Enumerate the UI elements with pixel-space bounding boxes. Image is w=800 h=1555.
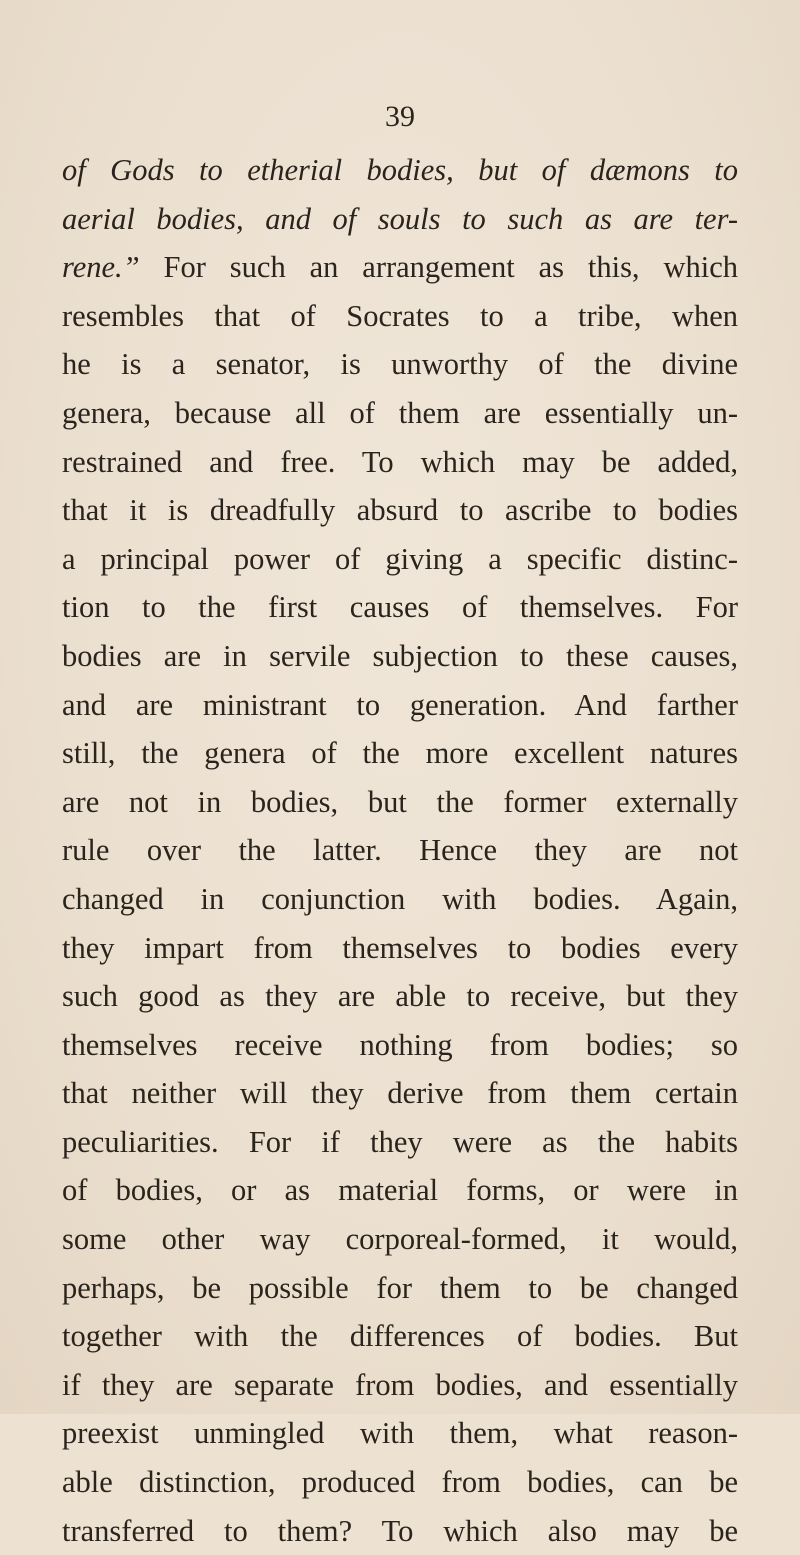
text-line-20: that neither will they derive from them certain bbox=[62, 1076, 738, 1111]
text-line-12: and are ministrant to generation. And farther bbox=[62, 687, 738, 722]
body-text bbox=[62, 146, 738, 1555]
text-line-15: rule over the latter. Hence they are not bbox=[62, 833, 738, 868]
text-line-24: perhaps, be possible for them to be changed bbox=[62, 1270, 738, 1305]
text-line-23: some other way corporeal-formed, it would, bbox=[62, 1222, 738, 1257]
text-line-9: a principal power of giving a specific distinc- bbox=[62, 541, 738, 576]
text-line-3-rest: For such an arrangement as this, which bbox=[163, 250, 738, 285]
text-line-19: themselves receive nothing from bodies; so bbox=[62, 1027, 738, 1062]
text-line-4: resembles that of Socrates to a tribe, when bbox=[62, 298, 738, 333]
text-line-28: able distinction, produced from bodies, can be bbox=[62, 1465, 738, 1500]
text-line-5: he is a senator, is unworthy of the divine bbox=[62, 347, 738, 382]
text-line-11: bodies are in servile subjection to these causes, bbox=[62, 638, 738, 673]
text-line-25: together with the differences of bodies. But bbox=[62, 1319, 738, 1354]
text-line-17: they impart from themselves to bodies every bbox=[62, 930, 738, 965]
text-line-3 bbox=[62, 243, 738, 292]
text-line-1: of Gods to etherial bodies, but of dæmons to bbox=[62, 153, 738, 187]
text-line-18: such good as they are able to receive, but they bbox=[62, 979, 738, 1014]
text-line-26: if they are separate from bodies, and essentially bbox=[62, 1367, 738, 1402]
text-line-2: aerial bodies, and of souls to such as are ter- bbox=[62, 201, 738, 236]
text-line-3-italic: rene.” bbox=[62, 250, 140, 285]
text-line-22: of bodies, or as material forms, or were in bbox=[62, 1173, 738, 1208]
text-line-14: are not in bodies, but the former externally bbox=[62, 784, 738, 819]
text-line-8: that it is dreadfully absurd to ascribe to bodies bbox=[62, 493, 738, 528]
text-line-21: peculiarities. For if they were as the habits bbox=[62, 1124, 738, 1159]
text-line-16: changed in conjunction with bodies. Again, bbox=[62, 881, 738, 916]
page-number: 39 bbox=[385, 100, 415, 133]
text-line-10: tion to the first causes of themselves. For bbox=[62, 590, 738, 625]
text-line-27: preexist unmingled with them, what reason- bbox=[62, 1416, 738, 1451]
text-line-7: restrained and free. To which may be added, bbox=[62, 444, 738, 479]
text-line-13: still, the genera of the more excellent natures bbox=[62, 736, 738, 771]
text-line-6: genera, because all of them are essentially un- bbox=[62, 395, 738, 430]
text-line-29: transferred to them? To which also may be bbox=[62, 1513, 738, 1548]
